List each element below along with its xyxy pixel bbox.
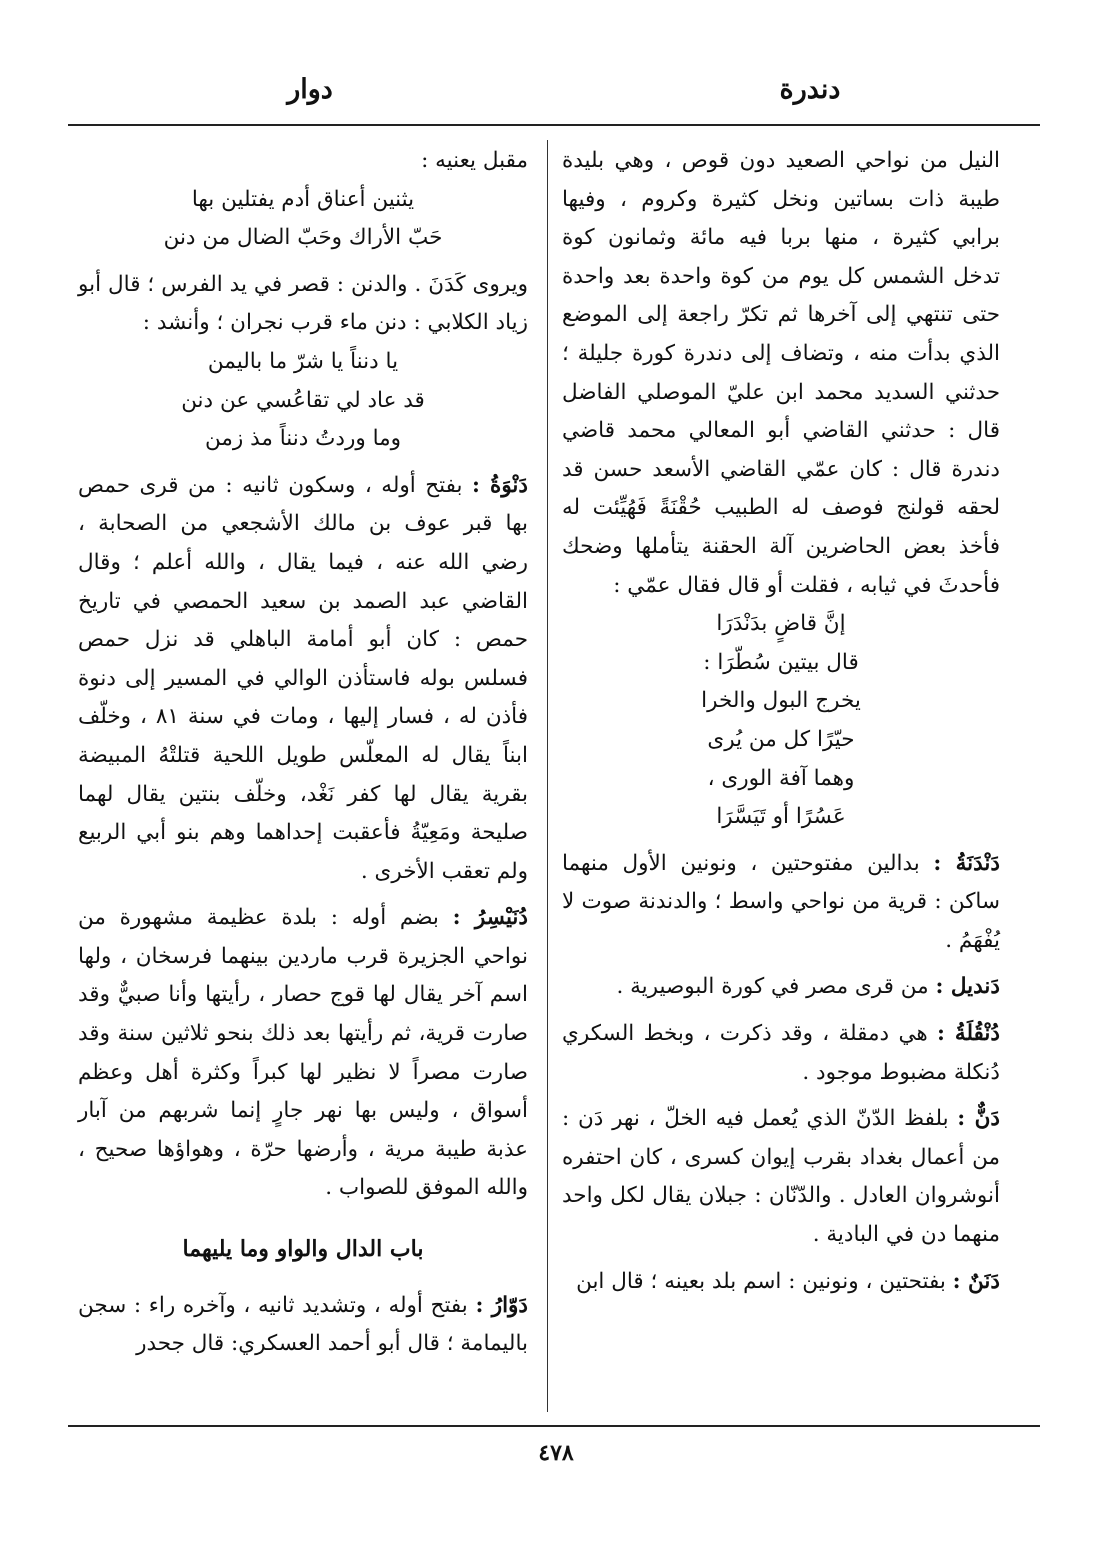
verse-block [78,343,528,459]
section-title: باب الدال والواو وما يليهما [182,1236,424,1263]
entry-text: من قرى مصر في كورة البوصيرية . [616,974,936,1000]
entry-text: بفتح أوله ، وتشديد ثانيه ، وآخره راء : سجن باليمامة ؛ قال أبو أحمد العسكري: قال جحدر [78,1292,528,1357]
verse-line: قد عاد لي تقاعُسي عن دنن [181,387,425,413]
headword: دُنْقُلَةُ : [937,1021,1000,1047]
entry-duwar [78,1287,528,1364]
verse-line: وهما آفة الورى ، [707,765,855,791]
entry-dunwa [78,467,528,892]
entry-danan-continued: مقبل يعنيه : [421,148,528,173]
verse-line: وما وردتُ دنناً مذ زمن [204,426,402,452]
header-rule [68,124,1040,126]
entry-text: بضم أوله : بلدة عظيمة مشهورة من نواحي الجزيرة قرب ماردين بينهما فرسخان ، ولها اسم آخر يقال لها قوج حصار ، رأيتها وأنا صبيٌّ وقد صارت قرية، ثم رأيتها بعد ذلك بنحو ثلاثين سنة وقد صارت مصراً لا نظير لها كبراً وكثرة أهل وعظم أسواق ، وليس بها نهر جارٍ إنما شربهم من آبار عذبة طيبة مرية ، وأرضها حرّة ، وهواؤها صحيح ، والله الموفق للصواب . [78,905,528,1201]
headword: دَنْدَنَةُ : [933,850,1000,876]
running-header-left: دوار [287,74,333,105]
entry-text: هي دمقلة ، وقد ذكرت ، وبخط السكري دُنكلة مضبوط موجود . [562,1021,1000,1085]
verse-line: إنَّ قاضٍ بدَنْدَرَا [716,611,846,637]
entry-text: بفتح أوله ، وسكون ثانيه : من قرى حمص بها قبر عوف بن مالك الأشجعي من الصحابة ، رضي الله عنه ، فيما يقال ، والله أعلم ؛ وقال القاضي عبد الصمد بن سعيد الحمصي في تاريخ حمص : كان أبو أمامة الباهلي قد نزل حمص فسلس بوله فاستأذن الوالي في المسير إلى دنوة فأذن له ، فسار إليها ، ومات في سنة ٨١ ، وخلّف ابناً يقال له المعلّس طويل اللحية قتلتْهُ المبيضة بقرية يقال لها كفر نَغْد، وخلّف بنتين يقال لهما صليحة ومَعِيّةُ فأعقبت إحداهما وهم بنو أبي الربيع ولم تعقب الأخرى . [78,472,529,884]
entry-dandara-continued: النيل من نواحي الصعيد دون قوص ، وهي بليدة طيبة ذات بساتين ونخل كثيرة وكروم ، وفيها برابي كثيرة ، منها بربا فيه مائة وثمانون كوة تدخل الشمس كل يوم من كوة واحدة بعد واحدة حتى تنتهي إلى آخرها ثم تكرّ راجعة إلى الموضع الذي بدأت منه ، وتضاف إلى دندرة كورة جليلة ؛ حدثني السديد محمد ابن عليّ الموصلي الفاضل قال : حدثني القاضي أبو المعالي محمد قاضي دندرة قال : كان عمّي القاضي الأسعد حسن قد لحقه قولنج فوصف له الطبيب حُقْنَةً فَهُيِّئت له فأخذ بعض الحاضرين آلة الحقنة يتأملها وضحك فأحدثَ في ثيابه ، فقلت أو قال فقال عمّي : [562,148,1000,598]
entry-text: بلفظ الدّنّ الذي يُعمل فيه الخلّ ، نهر دَن : من أعمال بغداد بقرب إيوان كسرى ، كان احتفره أنوشروان العادل . والدّنّان : جبلان يقال لكل واحد منهما دن في البادية . [562,1106,1000,1248]
entry-dandil [562,968,1000,1007]
entry-text: بدالين مفتوحتين ، ونونين الأول منهما ساكن : قرية من نواحي واسط ؛ والدندنة صوت لا يُفْهَمُ . [562,850,1000,953]
entry-dunqula [562,1015,1000,1092]
verse-line: يا دنناً يا شرّ ما باليمن [207,348,399,374]
headword: دَوّارُ : [475,1292,529,1318]
entry-dann [562,1100,1000,1254]
left-column [78,142,528,1372]
entry-danan [562,1263,1000,1302]
running-header-right: دندرة [779,74,841,105]
verse-line: يخرج البول والخرا [701,688,861,714]
headword: دُنَيْسِرُ : [452,905,528,931]
headword: دَنٌّ : [957,1106,1000,1132]
headword: دَنَنٌ : [952,1268,1000,1294]
entry-text: بفتحتين ، ونونين : اسم بلد بعينه ؛ قال ابن [576,1268,953,1294]
verse-block [78,181,528,258]
verse-line: حَبّ الأراك وحَبّ الضال من دنن [163,225,443,251]
verse-block [562,605,1000,837]
verse-line: حيّرًا كل من يُرى [707,726,855,752]
entry-dunaysir [78,899,528,1208]
entry-dandana [562,845,1000,961]
column-divider [547,140,548,1412]
right-column [562,142,1000,1309]
verse-line: يثنين أعناق أدم يفتلين بها [191,186,415,212]
page-number: ٤٧٨ [538,1440,574,1466]
entry-danan-text: ويروى كَدَنَ . والدنن : قصر في يد الفرس ؛ قال أبو زياد الكلابي : دنن ماء قرب نجران ؛ وأنشد : [78,271,528,336]
headword: دَنْوَةُ : [471,472,528,498]
verse-line: قال بيتين سُطّرَا : [703,649,859,675]
headword: دَنديل : [935,974,1000,1000]
footer-rule [68,1425,1040,1427]
verse-line: عَسُرًا أو تَيَسَّرَا [716,804,846,830]
